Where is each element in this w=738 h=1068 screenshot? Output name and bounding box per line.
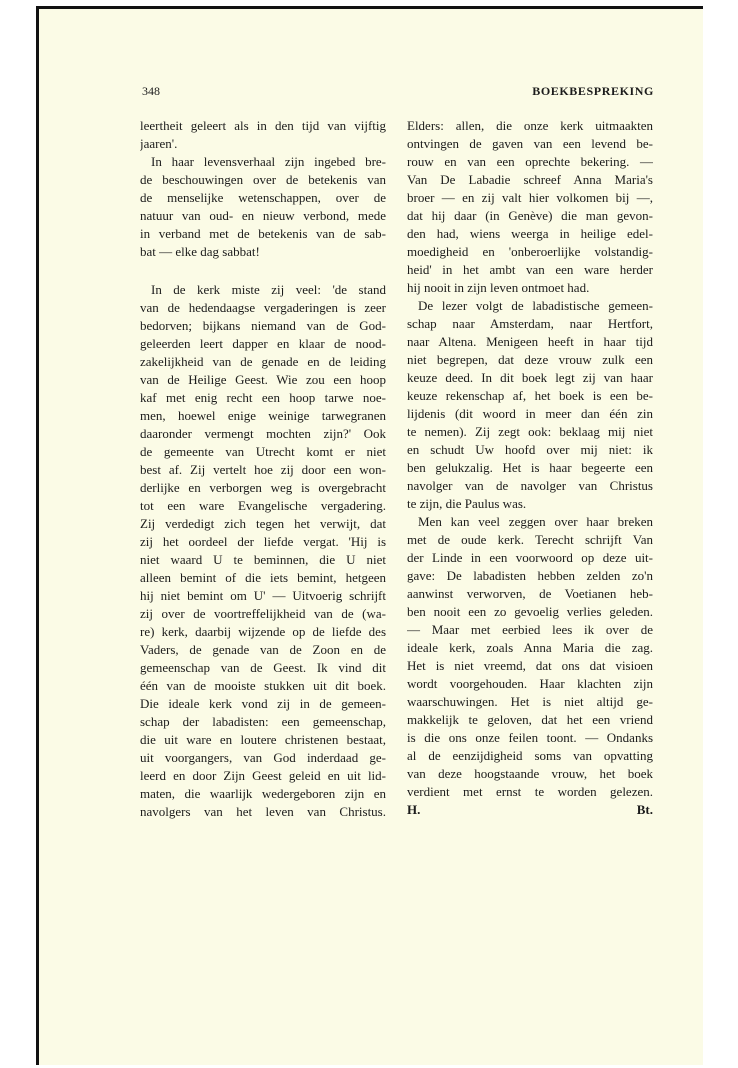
text-line: jaaren'.: [140, 136, 178, 151]
paragraph: [140, 281, 386, 821]
text-line: — Maar met eerbied lees ik over de: [407, 622, 653, 637]
text-line: bedorven; bijkans niemand van de God-: [140, 318, 386, 333]
text-line: Die ideale kerk vond zij in de gemeen-: [140, 696, 386, 711]
text-line: kaf met enig recht een hoop tarwe noe-: [140, 390, 386, 405]
text-line: met de oude kerk. Terecht schrijft Van: [407, 532, 653, 547]
text-line: navolger van de navolger van Christus: [407, 478, 653, 493]
text-line: best af. Zij vertelt hoe zij door een won-: [140, 462, 386, 477]
text-line: maten, die waarlijk wedergeboren zijn en: [140, 786, 386, 801]
text-line: den had, wiens weerga in heilige edel-: [407, 226, 653, 241]
text-line: zij het oordeel der liefde vergat. 'Hij is: [140, 534, 386, 549]
page-number: 348: [142, 84, 160, 98]
text-line: uit voorgangers, van God inderdaad ge-: [140, 750, 386, 765]
text-line: schap naar Amsterdam, naar Hertfort,: [407, 316, 653, 331]
text-line: der Linde in een voorwoord op deze uit-: [407, 550, 653, 565]
paragraph: [140, 153, 386, 261]
text-line: al de eenzijdigheid soms van opvatting: [407, 748, 653, 763]
text-line: zij over de voortreffelijkheid van de (wa-: [140, 606, 386, 621]
text-line: naar Altena. Menigeen heeft in haar tijd: [407, 334, 653, 349]
text-line: Men kan veel zeggen over haar breken: [418, 514, 653, 529]
text-line: men, hoewel enige weinige tarwegranen: [140, 408, 386, 423]
text-line: Vaders, de genade van de Zoon en de: [140, 642, 386, 657]
text-line: hij niet bemint om U' — Uitvoerig schrijft: [140, 588, 386, 603]
text-line: in verband met de betekenis van de sab-: [140, 226, 386, 241]
text-line: leerd en door Zijn Geest geleid en uit lid-: [140, 768, 386, 783]
text-line: moedigheid en 'onberoerlijke volstandig-: [407, 244, 653, 259]
text-line: die uit ware en loutere christenen bestaat,: [140, 732, 386, 747]
text-line: wordt voorgehouden. Haar klachten zijn: [407, 676, 653, 691]
text-line: van de Heilige Geest. Wie zou een hoop: [140, 372, 386, 387]
text-line: heid' in het ambt van een ware herder: [407, 262, 653, 277]
text-line: gemeenschap van de Geest. Ik vind dit: [140, 660, 386, 675]
text-line: keuze deed. In dit boek legt zij van haar: [407, 370, 653, 385]
text-line: natuur van oud- en nieuw verbond, mede: [140, 208, 386, 223]
text-line: zakelijkheid van de genade en de leiding: [140, 354, 386, 369]
right-column: [407, 117, 653, 819]
text-line: niet begrepen, dat deze vrouw zulk een: [407, 352, 653, 367]
text-line: te nemen). Zij zegt ook: beklaag mij niet: [407, 424, 653, 439]
signature-initial: H.: [407, 802, 421, 817]
text-line: tot een ware Evangelische vergadering.: [140, 498, 386, 513]
text-line: alleen bemint of die iets bemint, hetgeen: [140, 570, 386, 585]
text-line: lijdenis (dit woord in meer dan één zin: [407, 406, 653, 421]
text-line: de gemeente van Utrecht komt er niet: [140, 444, 386, 459]
text-line: rouw en van een oprechte bekering. —: [407, 154, 653, 169]
text-line: verdient met ernst te worden gelezen.: [407, 784, 653, 799]
paragraph: [407, 297, 653, 513]
text-line: en schudt Uw hoofd over mij niet: ik: [407, 442, 653, 457]
text-line: Het is niet vreemd, dat ons dat visioen: [407, 658, 653, 673]
signature: [407, 801, 653, 819]
text-line: ben gelukzalig. Het is haar begeerte een: [407, 460, 653, 475]
text-line: gave: De labadisten hebben zelden zo'n: [407, 568, 653, 583]
text-line: re) kerk, daarbij wijzende op de liefde des: [140, 624, 386, 639]
text-line: dat hij daar (in Genève) die man gevon-: [407, 208, 653, 223]
text-line: de beschouwingen over de betekenis van: [140, 172, 386, 187]
text-line: is die ons onze feilen toont. — Ondanks: [407, 730, 653, 745]
text-line: ontvingen de gaven van een levend be-: [407, 136, 653, 151]
paragraph: [407, 117, 653, 297]
text-line: niet waard U te beminnen, die U niet: [140, 552, 386, 567]
text-line: ideale kerk, zoals Anna Maria die zag.: [407, 640, 653, 655]
text-line: daaronder vermengt mochten zijn?' Ook: [140, 426, 386, 441]
text-line: Van De Labadie schreef Anna Maria's: [407, 172, 653, 187]
text-line: Zij verdedigt zich tegen het verwijt, dat: [140, 516, 386, 531]
text-line: derlijke en verborgen weg is overgebracht: [140, 480, 386, 495]
text-line: navolgers van het leven van Christus.: [140, 804, 386, 819]
text-line: Elders: allen, die onze kerk uitmaakten: [407, 118, 653, 133]
text-line: de menselijke wetenschappen, over de: [140, 190, 386, 205]
text-line: geleerden leert dapper en klaar de nood-: [140, 336, 386, 351]
text-line: keuze rekenschap af, het boek is een be-: [407, 388, 653, 403]
text-line: van deze hoogstaande vrouw, het boek: [407, 766, 653, 781]
text-line: ben nooit een zo gevoelig verlies geleden.: [407, 604, 653, 619]
text-line: In de kerk miste zij veel: 'de stand: [151, 282, 386, 297]
text-line: In haar levensverhaal zijn ingebed bre-: [151, 154, 386, 169]
page-header: [142, 84, 654, 100]
text-line: van de hedendaagse vergaderingen is zeer: [140, 300, 386, 315]
left-column: [140, 117, 386, 821]
paragraph: [407, 513, 653, 801]
text-line: aanwinst verworven, de Voetianen heb-: [407, 586, 653, 601]
text-line: te zijn, die Paulus was.: [407, 496, 527, 511]
text-line: makkelijk te geloven, dat het een vriend: [407, 712, 653, 727]
section-title: BOEKBESPREKING: [532, 84, 654, 98]
text-line: broer — en zij valt hier volkomen bij —,: [407, 190, 653, 205]
text-line: hij nooit in zijn leven ontmoet had.: [407, 280, 590, 295]
signature-initials: Bt.: [636, 802, 653, 817]
text-line: leertheit geleert als in den tijd van vijftig: [140, 118, 386, 133]
text-line: één van de mooiste stukken uit dit boek.: [140, 678, 386, 693]
paragraph: [140, 117, 386, 153]
text-line: schap der labadisten: een gemeenschap,: [140, 714, 386, 729]
text-line: De lezer volgt de labadistische gemeen-: [418, 298, 653, 313]
text-line: waarschuwingen. Het is niet altijd ge-: [407, 694, 653, 709]
text-line: bat — elke dag sabbat!: [140, 244, 260, 259]
